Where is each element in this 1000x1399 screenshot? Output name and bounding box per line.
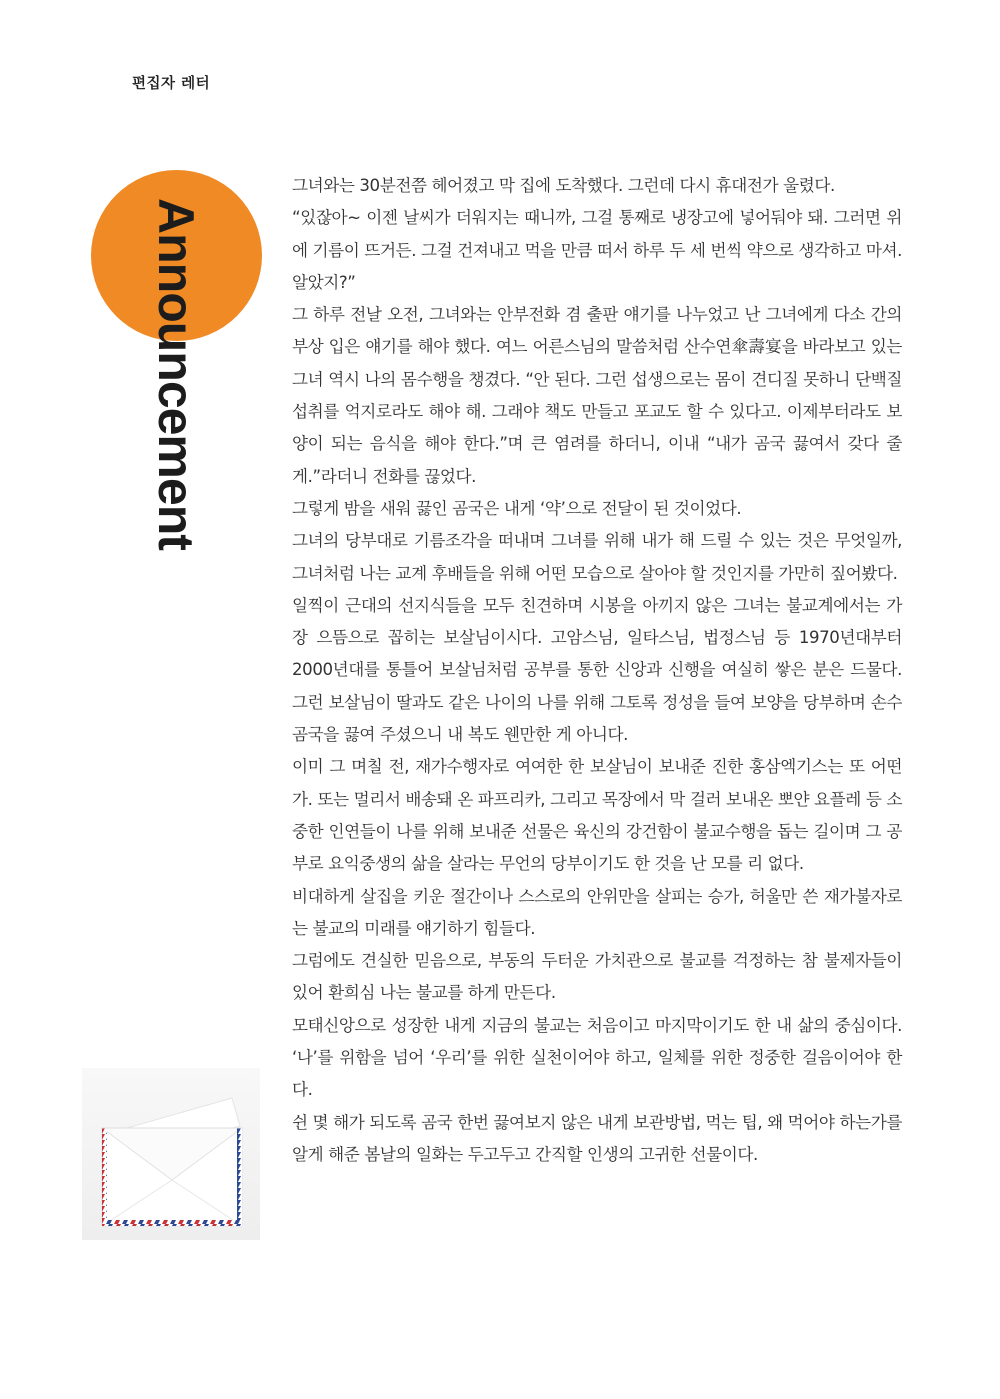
paragraph: 그 하루 전날 오전, 그녀와는 안부전화 겸 출판 얘기를 나누었고 난 그녀에게 다소 간의 부상 입은 얘기를 해야 했다. 여느 어른스님의 말씀처럼 산수연傘壽宴을 바라보고 있는 그녀 역시 나의 몸수행을 챙겼다. “안 된다. 그런 섭생으로는 몸이 견디질 못하니 단백질 섭취를 억지로라도 해야 해. 그래야 책도 만들고 포교도 할 수 있다고. 이제부터라도 보양이 되는 음식을 해야 한다.”며 큰 염려를 하더니, 이내 “내가 곰국 끓여서 갖다 줄게.”라더니 전화를 끊었다.: [292, 305, 902, 486]
paragraph: 일찍이 근대의 선지식들을 모두 친견하며 시봉을 아끼지 않은 그녀는 불교계에서는 가장 으뜸으로 꼽히는 보살님이시다. 고암스님, 일타스님, 법정스님 등 1970년대부터 2000년대를 통틀어 보살님처럼 공부를 통한 신앙과 신행을 여실히 쌓은 분은 드물다. 그런 보살님이 딸과도 같은 나이의 나를 위해 그토록 정성을 들여 보양을 당부하며 손수 곰국을 끓여 주셨으니 내 복도 웬만한 게 아니다.: [292, 595, 902, 745]
page-title: Announcement: [148, 198, 204, 550]
paragraph: “있잖아~ 이젠 날씨가 더워지는 때니까, 그걸 통째로 냉장고에 넣어둬야 돼. 그러면 위에 기름이 뜨거든. 그걸 건져내고 먹을 만큼 떠서 하루 두 세 번씩 약으로 생각하고 마셔. 알았지?”: [292, 208, 902, 292]
airmail-envelope-image: [82, 1068, 260, 1240]
paragraph: 그럼에도 견실한 믿음으로, 부동의 두터운 가치관으로 불교를 걱정하는 참 불제자들이 있어 환희심 나는 불교를 하게 만든다.: [292, 951, 902, 1003]
paragraph: 이미 그 며칠 전, 재가수행자로 여여한 한 보살님이 보내준 진한 홍삼엑기스는 또 어떤가. 또는 멀리서 배송돼 온 파프리카, 그리고 목장에서 막 걸러 보내온 뽀얀 요플레 등 소중한 인연들이 나를 위해 보내준 선물은 육신의 강건함이 불교수행을 돕는 길이며 그 공부로 요익중생의 삶을 살라는 무언의 당부이기도 한 것을 난 모를 리 없다.: [292, 757, 902, 874]
paragraph: 쉰 몇 해가 되도록 곰국 한번 끓여보지 않은 내게 보관방법, 먹는 팁, 왜 먹어야 하는가를 알게 해준 봄날의 일화는 두고두고 간직할 인생의 고귀한 선물이다.: [292, 1112, 902, 1164]
paragraph: 그녀와는 30분전쯤 헤어졌고 막 집에 도착했다. 그런데 다시 휴대전가 울렸다.: [292, 176, 835, 195]
article-body: [292, 170, 902, 1171]
paragraph: 그녀의 당부대로 기름조각을 떠내며 그녀를 위해 내가 해 드릴 수 있는 것은 무엇일까, 그녀처럼 나는 교계 후배들을 위해 어떤 모습으로 살아야 할 것인지를 가만히 짚어봤다.: [292, 531, 902, 583]
paragraph: 그렇게 밤을 새워 끓인 곰국은 내게 ‘약’으로 전달이 된 것이었다.: [292, 498, 742, 518]
paragraph: 비대하게 살집을 키운 절간이나 스스로의 안위만을 살피는 승가, 허울만 쓴 재가불자로는 불교의 미래를 얘기하기 힘들다.: [292, 886, 902, 938]
paragraph: 모태신앙으로 성장한 내게 지금의 불교는 처음이고 마지막이기도 한 내 삶의 중심이다. ‘나’를 위함을 넘어 ‘우리’를 위한 실천이어야 하고, 일체를 위한 정중한 걸음이어야 한다.: [292, 1015, 902, 1100]
section-label: 편집자 레터: [132, 76, 211, 92]
